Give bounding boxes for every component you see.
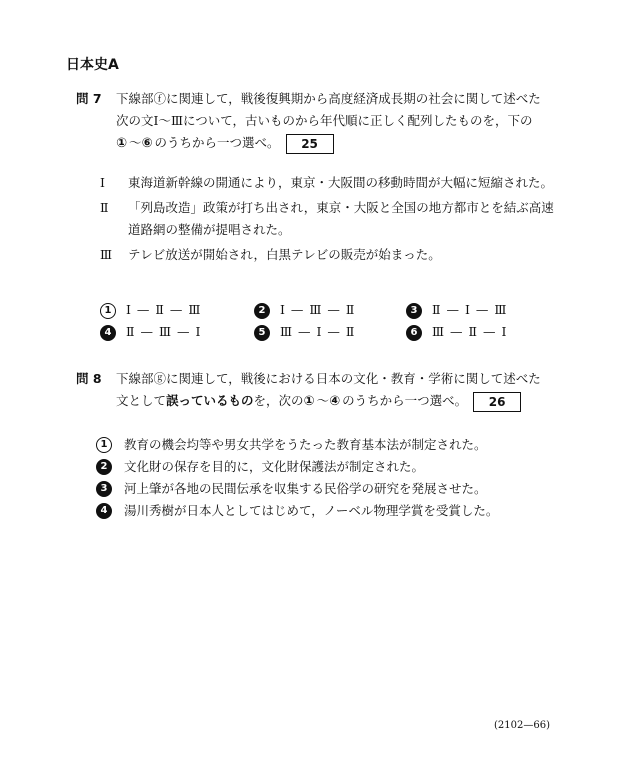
page-number: (2102—66) [494,720,550,731]
choice-3[interactable]: 3 河上肇が各地の民間伝承を収集する民俗学の研究を発展させた。 [96,478,558,500]
option-4[interactable]: 4 Ⅱ — Ⅲ — Ⅰ [100,324,201,341]
question-number: 問 7 [76,91,102,106]
option-6[interactable]: 6 Ⅲ — Ⅱ — Ⅰ [406,324,507,341]
circled-number-4: ④ [329,393,341,409]
question-8 [76,368,558,412]
question-text: 下線部ⓕに関連して，戦後復興期から高度経済成長期の社会に関して述べた 次の文Ⅰ～Ⅲについて，古いものから年代順に正しく配列したものを，下の ① ～⑥ のうちから一つ選べ。 25 [116,88,558,154]
choice-2[interactable]: 2 文化財の保存を目的に，文化財保護法が制定された。 [96,456,558,478]
question-7 [76,88,558,154]
option-2[interactable]: 2 Ⅰ — Ⅲ — Ⅱ [254,302,355,319]
option-5[interactable]: 5 Ⅲ — Ⅰ — Ⅱ [254,324,355,341]
option-1[interactable]: 1 Ⅰ — Ⅱ — Ⅲ [100,302,201,319]
choice-4[interactable]: 4 湯川秀樹が日本人としてはじめて，ノーベル物理学賞を受賞した。 [96,500,558,522]
question-number: 問 8 [76,371,102,386]
circled-number-1: ① [116,135,128,151]
answer-box-26[interactable]: 26 [473,392,521,412]
statement-1: Ⅰ 東海道新幹線の開通により，東京・大阪間の移動時間が大幅に短縮された。 [100,175,554,190]
emphasis-text: 誤っているもの [166,393,254,408]
question-text: 下線部ⓖに関連して，戦後における日本の文化・教育・学術に関して述べた 文として誤っているものを，次の① ～④ のうちから一つ選べ。 26 [116,368,558,412]
statement-list [100,172,560,269]
choice-list [96,434,558,522]
answer-box-25[interactable]: 25 [286,134,334,154]
choice-1[interactable]: 1 教育の機会均等や男女共学をうたった教育基本法が制定された。 [96,434,558,456]
statement-2: Ⅱ 「列島改造」政策が打ち出され，東京・大阪と全国の地方都市とを結ぶ高速道路網の整備が提唱された。 [100,200,554,237]
circled-number-6: ⑥ [141,135,153,151]
statement-3: Ⅲ テレビ放送が開始され，白黒テレビの販売が始まった。 [100,247,441,262]
option-3[interactable]: 3 Ⅱ — Ⅰ — Ⅲ [406,302,507,319]
subject-title: 日本史A [66,57,119,73]
circled-number-1: ① [303,393,315,409]
